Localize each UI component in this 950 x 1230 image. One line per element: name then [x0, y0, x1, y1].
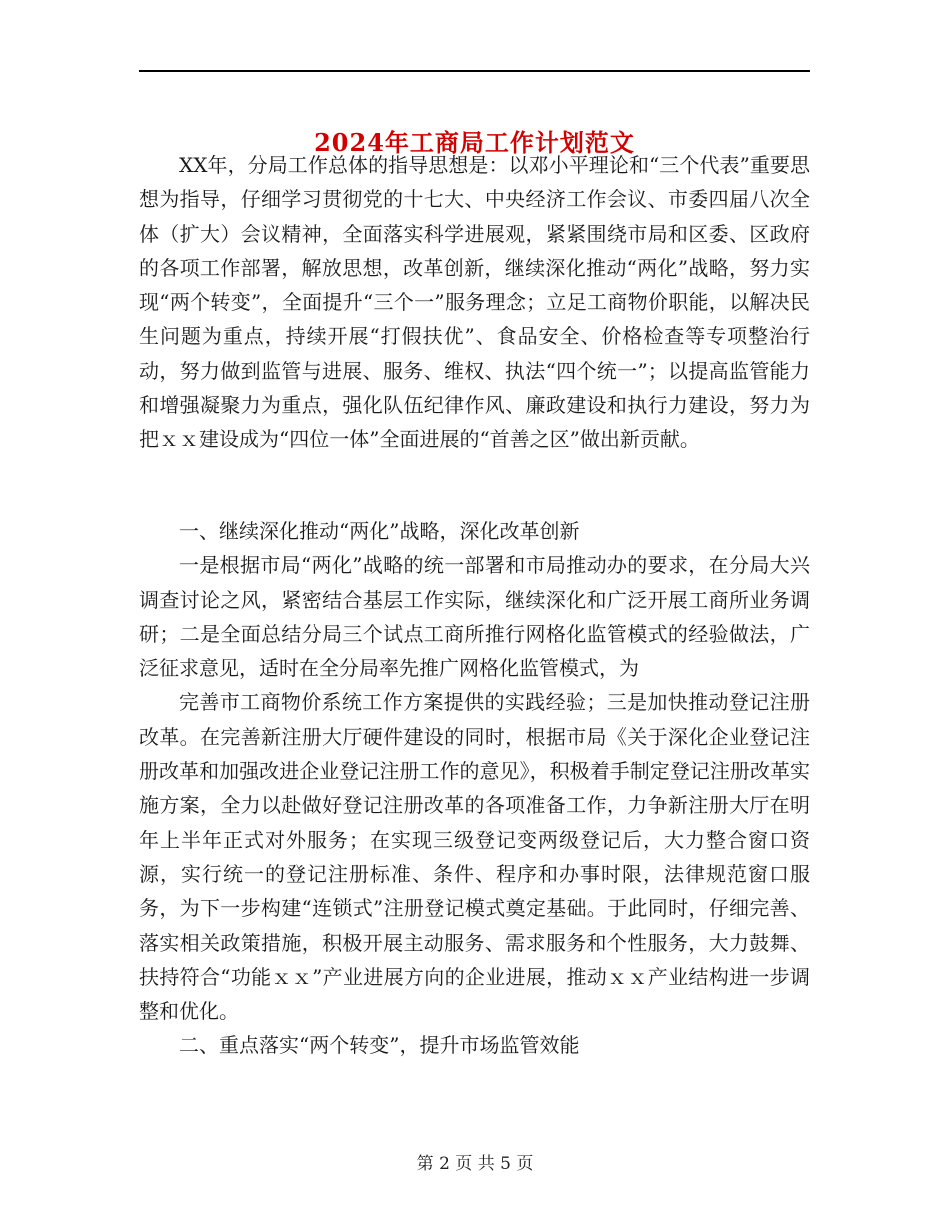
page-number-footer: 第 2 页 共 5 页 — [416, 1154, 534, 1174]
header-rule — [139, 70, 810, 72]
body-paragraph: 完善市工商物价系统工作方案提供的实践经验；三是加快推动登记注册改革。在完善新注册大厅硬件建设的同时，根据市局《关于深化企业登记注册改革和加强改进企业登记注册工作的意见》，积极着手制定登记注册改革实施方案，全力以赴做好登记注册改革的各项准备工作，力争新注册大厅在明年上半年正式对外服务；在实现三级登记变两级登记后，大力整合窗口资源，实行统一的登记注册标准、条件、程序和办事时限，法律规范窗口服务，为下一步构建“连锁式”注册登记模式奠定基础。于此同时，仔细完善、落实相关政策措施，积极开展主动服务、需求服务和个性服务，大力鼓舞、扶持符合“功能ｘｘ”产业进展方向的企业进展，推动ｘｘ产业结构进一步调整和优化。 — [139, 690, 810, 1024]
body-paragraph: 一是根据市局“两化”战略的统一部署和市局推动办的要求，在分局大兴调查讨论之风，紧密结合基层工作实际，继续深化和广泛开展工商所业务调研；二是全面总结分局三个试点工商所推行网格化监管模式的经验做法，广泛征求意见，适时在全分局率先推广网格化监管模式，为 — [139, 553, 810, 681]
section-heading: 一、继续深化推动“两化”战略，深化改革创新 — [179, 519, 580, 543]
document-body — [139, 148, 810, 1063]
body-paragraph: XX年，分局工作总体的指导思想是：以邓小平理论和“三个代表”重要思想为指导，仔细学习贯彻党的十七大、中央经济工作会议、市委四届八次全体（扩大）会议精神，全面落实科学进展观，紧紧围绕市局和区委、区政府的各项工作部署，解放思想，改革创新，继续深化推动“两化”战略，努力实现“两个转变”，全面提升“三个一”服务理念；立足工商物价职能，以解决民生问题为重点，持续开展“打假扶优”、食品安全、价格检查等专项整治行动，努力做到监管与进展、服务、维权、执法“四个统一”；以提高监管能力和增强凝聚力为重点，强化队伍纪律作风、廉政建设和执行力建设，努力为把ｘｘ建设成为“四位一体”全面进展的“首善之区”做出新贡献。 — [139, 153, 810, 452]
paragraph-spacer — [139, 484, 810, 514]
section-heading: 二、重点落实“两个转变”，提升市场监管效能 — [179, 1033, 580, 1058]
document-title: 2024年工商局工作计划范文 — [314, 128, 635, 158]
